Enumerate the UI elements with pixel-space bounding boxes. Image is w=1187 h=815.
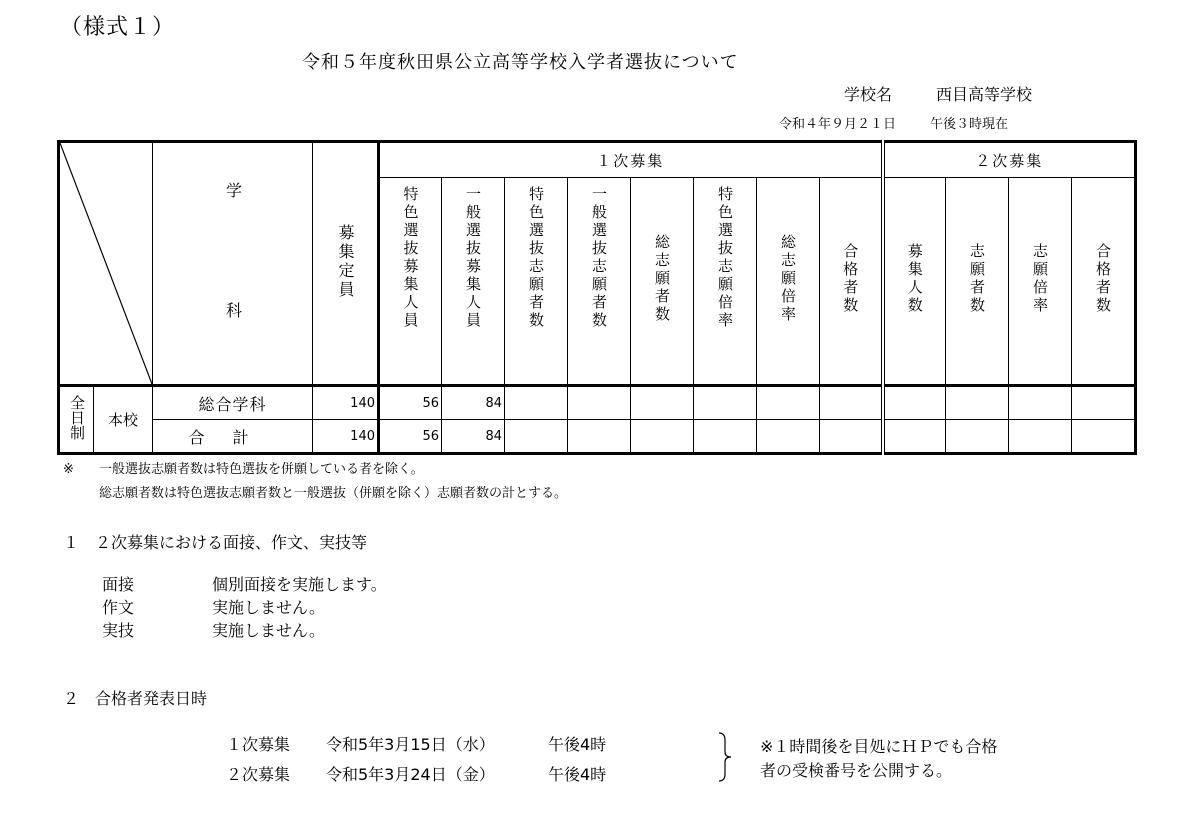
empty-cell xyxy=(505,386,568,420)
section1-heading: １ ２次募集における面接、作文、実技等 xyxy=(63,533,368,552)
empty-cell xyxy=(568,420,631,454)
section2-heading: ２ 合格者発表日時 xyxy=(63,689,208,708)
right-bracket-icon xyxy=(718,732,732,782)
first-round-header: １次募集 xyxy=(379,142,883,178)
announce-remark-2: 者の受検番号を公開する。 xyxy=(760,761,953,780)
empty-cell xyxy=(568,386,631,420)
col-2nd-quota: 募集人数 xyxy=(883,178,946,386)
col-passed-1: 合格者数 xyxy=(820,178,883,386)
school-name-line xyxy=(844,82,1032,105)
col-total-ratio: 総志願倍率 xyxy=(757,178,820,386)
empty-cell xyxy=(757,386,820,420)
col-ippan-applicants: 一般選抜志願者数 xyxy=(568,178,631,386)
col-2nd-ratio: 志願倍率 xyxy=(1009,178,1072,386)
schedule-date-2: 令和5年3月24日（金） xyxy=(326,765,495,784)
schedule-time-2: 午後4時 xyxy=(548,765,607,784)
note-text-1: 一般選抜志願者数は特色選抜を併願している者を除く。 xyxy=(99,462,424,477)
col-2nd-passed: 合格者数 xyxy=(1072,178,1136,386)
empty-cell xyxy=(505,420,568,454)
form-label: （様式１） xyxy=(60,15,176,40)
empty-cell xyxy=(1072,420,1136,454)
empty-cell xyxy=(946,420,1009,454)
school-name-label: 学校名 xyxy=(844,85,893,104)
note-mark: ※ xyxy=(63,462,74,477)
campus-cell: 本校 xyxy=(94,386,153,454)
note-line-1 xyxy=(63,458,424,477)
admission-table xyxy=(57,140,1137,455)
empty-cell xyxy=(1009,420,1072,454)
empty-cell xyxy=(883,386,946,420)
item-value-practical: 実施しません。 xyxy=(212,621,325,640)
col-2nd-applicants: 志願者数 xyxy=(946,178,1009,386)
empty-cell xyxy=(820,386,883,420)
empty-cell xyxy=(631,386,694,420)
col-total-applicants: 総志願者数 xyxy=(631,178,694,386)
empty-cell xyxy=(946,386,1009,420)
empty-cell xyxy=(757,420,820,454)
status-time: 午後３時現在 xyxy=(930,117,1009,132)
empty-cell xyxy=(1072,386,1136,420)
tokushoku-quota-cell: 56 xyxy=(379,386,442,420)
item-label-interview: 面接 xyxy=(102,575,135,594)
item-value-interview: 個別面接を実施します。 xyxy=(212,575,387,594)
item-value-essay: 実施しません。 xyxy=(212,598,325,617)
item-label-essay: 作文 xyxy=(102,598,135,617)
table-row xyxy=(59,420,1136,454)
col-tokushoku-quota: 特色選抜募集人員 xyxy=(379,178,442,386)
empty-cell xyxy=(694,420,757,454)
diagonal-header-cell xyxy=(59,142,153,386)
col-tokushoku-applicants: 特色選抜志願者数 xyxy=(505,178,568,386)
quota-cell: 140 xyxy=(313,386,379,420)
schedule-round-2: ２次募集 xyxy=(226,765,291,784)
status-date: 令和４年９月２１日 xyxy=(779,117,897,132)
schedule-round-1: １次募集 xyxy=(226,735,291,754)
schedule-time-1: 午後4時 xyxy=(548,735,607,754)
empty-cell xyxy=(1009,386,1072,420)
document-title: 令和５年度秋田県公立高等学校入学者選抜について xyxy=(302,52,739,73)
empty-cell xyxy=(883,420,946,454)
course-type-cell: 全日制 xyxy=(59,386,94,454)
quota-header: 募集定員 xyxy=(313,142,379,386)
second-round-header: ２次募集 xyxy=(883,142,1136,178)
total-label-cell: 合計 xyxy=(153,420,313,454)
announce-remark-1: ※１時間後を目処にＨＰでも合格 xyxy=(760,737,998,756)
total-quota-cell: 140 xyxy=(313,420,379,454)
schedule-date-1: 令和5年3月15日（水） xyxy=(326,735,495,754)
dept-header: 学 科 xyxy=(153,142,313,386)
date-status-line xyxy=(779,113,1008,132)
note-text-2: 総志願者数は特色選抜志願者数と一般選抜（併願を除く）志願者数の計とする。 xyxy=(99,486,568,501)
col-tokushoku-ratio: 特色選抜志願倍率 xyxy=(694,178,757,386)
total-ippan-cell: 84 xyxy=(442,420,505,454)
empty-cell xyxy=(820,420,883,454)
col-ippan-quota: 一般選抜募集人員 xyxy=(442,178,505,386)
note-line-2 xyxy=(63,482,567,501)
school-name: 西目高等学校 xyxy=(936,85,1033,104)
item-label-practical: 実技 xyxy=(102,621,135,640)
empty-cell xyxy=(694,386,757,420)
table-row xyxy=(59,386,1136,420)
empty-cell xyxy=(631,420,694,454)
ippan-quota-cell: 84 xyxy=(442,386,505,420)
dept-name-cell: 総合学科 xyxy=(153,386,313,420)
total-tokushoku-cell: 56 xyxy=(379,420,442,454)
